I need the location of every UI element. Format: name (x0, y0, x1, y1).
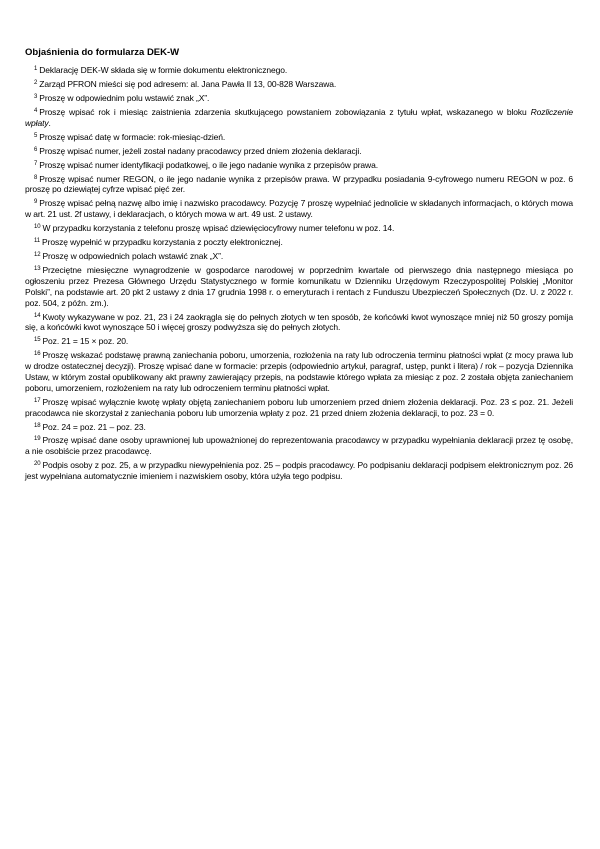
footnote-number: 7 (34, 160, 38, 167)
footnote-number: 17 (34, 397, 41, 404)
footnote-text: Proszę wypełnić w przypadku korzystania z poczty elektronicznej. (42, 237, 283, 248)
footnote-12 (25, 251, 573, 262)
footnote-number: 3 (34, 93, 38, 100)
footnote-2 (25, 79, 573, 90)
footnote-text: Przeciętne miesięczne wynagrodzenie w gospodarce narodowej w poprzednim kwartale od pierwszego dnia następnego miesiąca po ogłoszeniu przez Prezesa Głównego Urzędu Statystycznego w formie komunikatu w Dzienniku Urzędowym Rzeczypospolitej Polskiej „Monitor Polski”, na podstawie art. 20 pkt 2 ustawy z dnia 17 grudnia 1998 r. o emeryturach i rentach z Funduszu Ubezpieczeń Społecznych (Dz. U. z 2022 r. poz. 504, z późn. zm.). (25, 265, 573, 308)
footnote-13 (25, 265, 573, 308)
footnote-text: Poz. 24 = poz. 21 – poz. 23. (42, 421, 146, 432)
footnote-1 (25, 65, 573, 76)
footnote-7 (25, 160, 573, 171)
footnote-text: Proszę wpisać wyłącznie kwotę wpłaty objętą zaniechaniem poboru lub umorzeniem przed dniem złożenia deklaracji. Poz. 23 ≤ poz. 21. Jeżeli pracodawca nie skorzystał z zaniechania poboru lub umorzenia wpłaty z poz. 21 przed dniem złożenia deklaracji, to poz. 23 = 0. (25, 396, 573, 418)
footnote-4 (25, 107, 573, 129)
footnote-text: Deklarację DEK-W składa się w formie dokumentu elektronicznego. (39, 65, 288, 75)
footnote-18 (25, 422, 573, 433)
footnote-text: Proszę wpisać pełną nazwę albo imię i nazwisko pracodawcy. Pozycję 7 proszę wypełniać jednolicie w składanych informacjach, o których mowa w art. 21 ust. 2f ustawy, i deklaracjach, o których mowa w art. 49 ust. 2 ustawy. (25, 198, 573, 220)
footnote-number: 10 (34, 224, 41, 231)
footnote-17 (25, 397, 573, 419)
footnote-number: 9 (34, 199, 38, 206)
footnote-number: 18 (34, 422, 41, 429)
footnote-number: 11 (34, 238, 41, 245)
footnote-text: Proszę wpisać numer, jeżeli został nadany pracodawcy przed dniem złożenia deklaracji. (39, 145, 362, 156)
footnote-text: W przypadku korzystania z telefonu proszę wpisać dziewięciocyfrowy numer telefonu w poz. 14. (42, 223, 395, 234)
footnote-text: Kwoty wykazywane w poz. 21, 23 i 24 zaokrągla się do pełnych złotych w ten sposób, że końcówki kwot wynoszące mniej niż 50 groszy pomija się, a końcówki kwot wynoszące 50 i więcej groszy podwyższa się do pełnych złotych. (25, 311, 573, 333)
footnote-text-italic: Rozliczenie wpłaty (25, 106, 573, 128)
footnote-11 (25, 237, 573, 248)
footnote-20 (25, 460, 573, 482)
footnote-number: 13 (34, 266, 41, 273)
footnote-text: Proszę w odpowiednich polach wstawić znak „X”. (42, 251, 224, 262)
footnote-number: 14 (34, 312, 41, 319)
footnote-5 (25, 132, 573, 143)
footnote-number: 5 (34, 132, 38, 139)
footnote-10 (25, 223, 573, 234)
document-title: Objaśnienia do formularza DEK-W (25, 47, 180, 58)
footnote-9 (25, 198, 573, 220)
footnote-15 (25, 336, 573, 347)
footnote-19 (25, 435, 573, 457)
footnote-number: 8 (34, 174, 38, 181)
footnote-number: 20 (34, 461, 41, 468)
footnote-number: 19 (34, 436, 41, 443)
footnote-text: Proszę wskazać podstawę prawną zaniechania poboru, umorzenia, rozłożenia na raty lub odroczenia terminu płatności wpłat (z mocy prawa lub w drodze ostatecznej decyzji). Proszę wpisać dane w formacie: przepis (odpowiednio artykuł, paragraf, ustęp, punkt i litera) / rok – pozycja Dziennika Ustaw, w którym został opublikowany akt prawny zawierający przepis, na podstawie którego wpłata za miesiąc z poz. 2 została objęta zaniechaniem poboru, umorzeniem, rozłożeniem na raty lub odroczeniem terminu płatności wpłat. (25, 350, 573, 393)
footnote-3 (25, 93, 573, 104)
footnote-number: 15 (34, 337, 41, 344)
footnote-16 (25, 350, 573, 393)
footnote-text: Podpis osoby z poz. 25, a w przypadku niewypełnienia poz. 25 – podpis pracodawcy. Po podpisaniu deklaracji podpisem elektronicznym poz. 26 jest wypełniana automatycznie imieniem i nazwiskiem osoby, która użyła tego podpisu. (25, 460, 573, 482)
footnote-text: . (48, 117, 51, 128)
footnote-text: Proszę wpisać datę w formacie: rok-miesiąc-dzień. (39, 131, 226, 142)
footnote-number: 12 (34, 252, 41, 259)
footnote-number: 1 (34, 66, 38, 72)
footnote-number: 16 (34, 351, 41, 358)
footnote-number: 6 (34, 146, 38, 153)
footnote-text: Zarząd PFRON mieści się pod adresem: al. Jana Pawła II 13, 00-828 Warszawa. (39, 78, 337, 89)
footnote-number: 4 (34, 107, 38, 114)
footnote-text: Proszę wpisać numer REGON, o ile jego nadanie wynika z przepisów prawa. W przypadku posiadania 9-cyfrowego numeru REGON w poz. 6 proszę po dziewiątej cyfrze wpisać pięć zer. (25, 173, 573, 195)
footnote-text: Proszę wpisać dane osoby uprawnionej lub upoważnionej do reprezentowania pracodawcy w przypadku wypełniania deklaracji przez tę osobę, a nie osobiście przez pracodawcę. (25, 435, 573, 457)
footnote-8 (25, 174, 573, 196)
footnote-text: Poz. 21 = 15 × poz. 20. (42, 336, 129, 347)
footnote-text: Proszę wpisać rok i miesiąc zaistnienia zdarzenia skutkującego powstaniem zobowiązania z tytułu wpłat, wskazanego w bloku (39, 106, 531, 117)
footnote-6 (25, 146, 573, 157)
footnote-number: 2 (34, 79, 38, 86)
footnote-14 (25, 312, 573, 334)
footnote-text: Proszę wpisać numer identyfikacji podatkowej, o ile jego nadanie wynika z przepisów prawa. (39, 159, 378, 170)
footnote-text: Proszę w odpowiednim polu wstawić znak „X”. (39, 92, 210, 103)
